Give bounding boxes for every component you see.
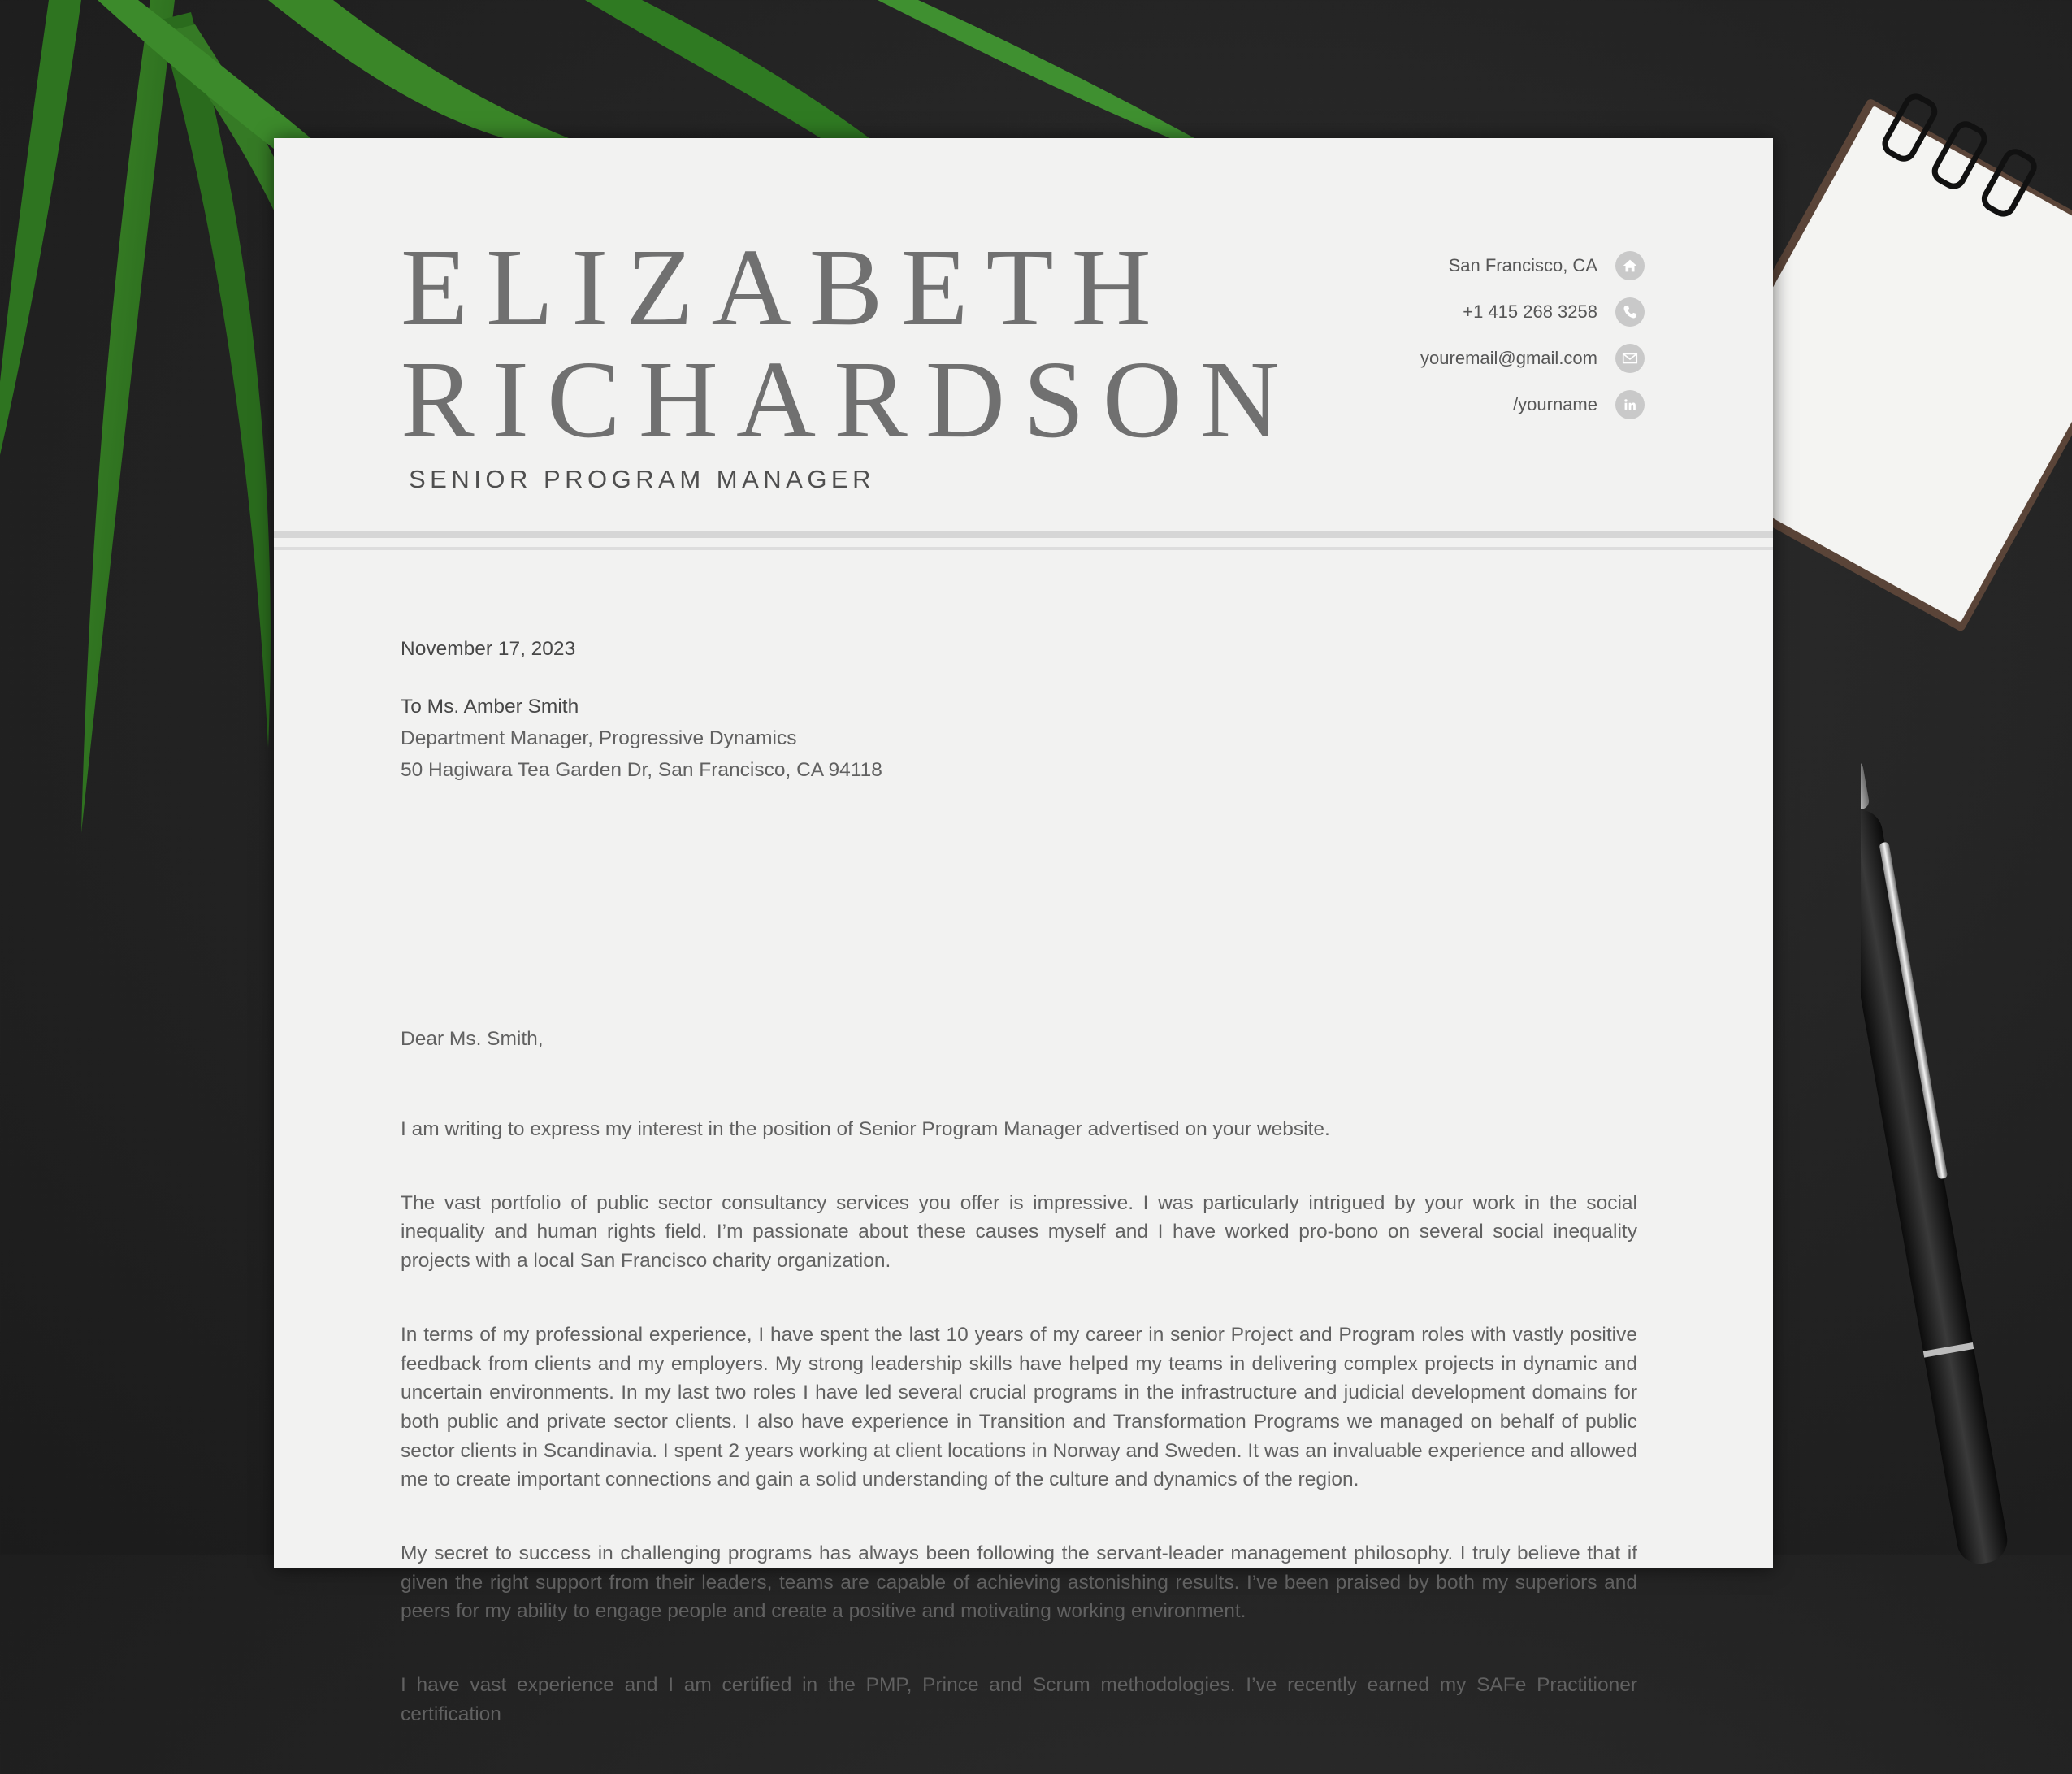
contact-email [1190,335,1645,381]
contact-linkedin [1190,381,1645,427]
contact-phone [1190,288,1645,335]
applicant-name [401,227,1298,461]
contact-block [1190,242,1645,427]
body-paragraph: I am writing to express my interest in the position of Senior Program Manager advertised on your website. [401,1118,1330,1140]
pen-decoration [1861,731,2023,1577]
body-paragraph: My secret to success in challenging programs has always been following the servant-leader management philosophy. I truly believe that if given the right support from their leaders, teams are capable of achieving astonishing results. I’ve been praised by both my superiors and peers for my ability to engage people and create a positive and motivating working environment. [401,1542,1637,1623]
last-name: RICHARDSON [401,339,1298,461]
job-title: SENIOR PROGRAM MANAGER [409,465,875,493]
recipient-name: To Ms. Amber Smith [401,696,579,718]
header-divider [274,531,1773,538]
home-icon [1615,251,1645,280]
mail-icon [1615,344,1645,373]
linkedin-icon [1615,390,1645,419]
email-text: youremail@gmail.com [1420,347,1597,368]
body-paragraph: In terms of my professional experience, I have spent the last 10 years of my career in senior Project and Program roles with vastly positive feedback from clients and my employers. My strong leadership skills have helped my teams in delivering complex projects in dynamic and uncertain environments. In my last two roles I have led several crucial programs in the infrastructure and judicial development domains for both public and private sector clients. I also have experience in Transition and Transformation Programs we managed on behalf of public sector clients in Scandinavia. I spent 2 years working at client locations in Norway and Sweden. It was an invaluable experience and allowed me to create important connections and gain a solid understanding of the culture and dynamics of the region. [401,1323,1637,1491]
letter-date: November 17, 2023 [401,638,576,660]
salutation: Dear Ms. Smith, [401,1028,544,1050]
recipient-position: Department Manager, Progressive Dynamics [401,727,797,749]
phone-icon [1615,297,1645,327]
recipient-block [401,691,1637,786]
linkedin-text: /yourname [1513,393,1597,414]
contact-location [1190,242,1645,288]
letter-body [401,1115,1637,1774]
body-paragraph: I have vast experience and I am certified in the PMP, Prince and Scrum methodologies. I’ve recently earned my SAFe Practitioner certification [401,1674,1637,1725]
body-paragraph: The vast portfolio of public sector consultancy services you offer is impressive. I was particularly intrigued by your work in the social inequality and human rights field. I’m passionate about these causes myself and I have worked pro-bono on several social inequality projects with a local San Francisco charity organization. [401,1191,1637,1273]
phone-text: +1 415 268 3258 [1463,301,1597,322]
cover-letter-page [274,138,1773,1725]
first-name: ELIZABETH [401,227,1169,349]
header-divider-thin [274,547,1773,550]
location-text: San Francisco, CA [1448,254,1597,275]
recipient-address: 50 Hagiwara Tea Garden Dr, San Francisco, CA 94118 [401,759,882,781]
